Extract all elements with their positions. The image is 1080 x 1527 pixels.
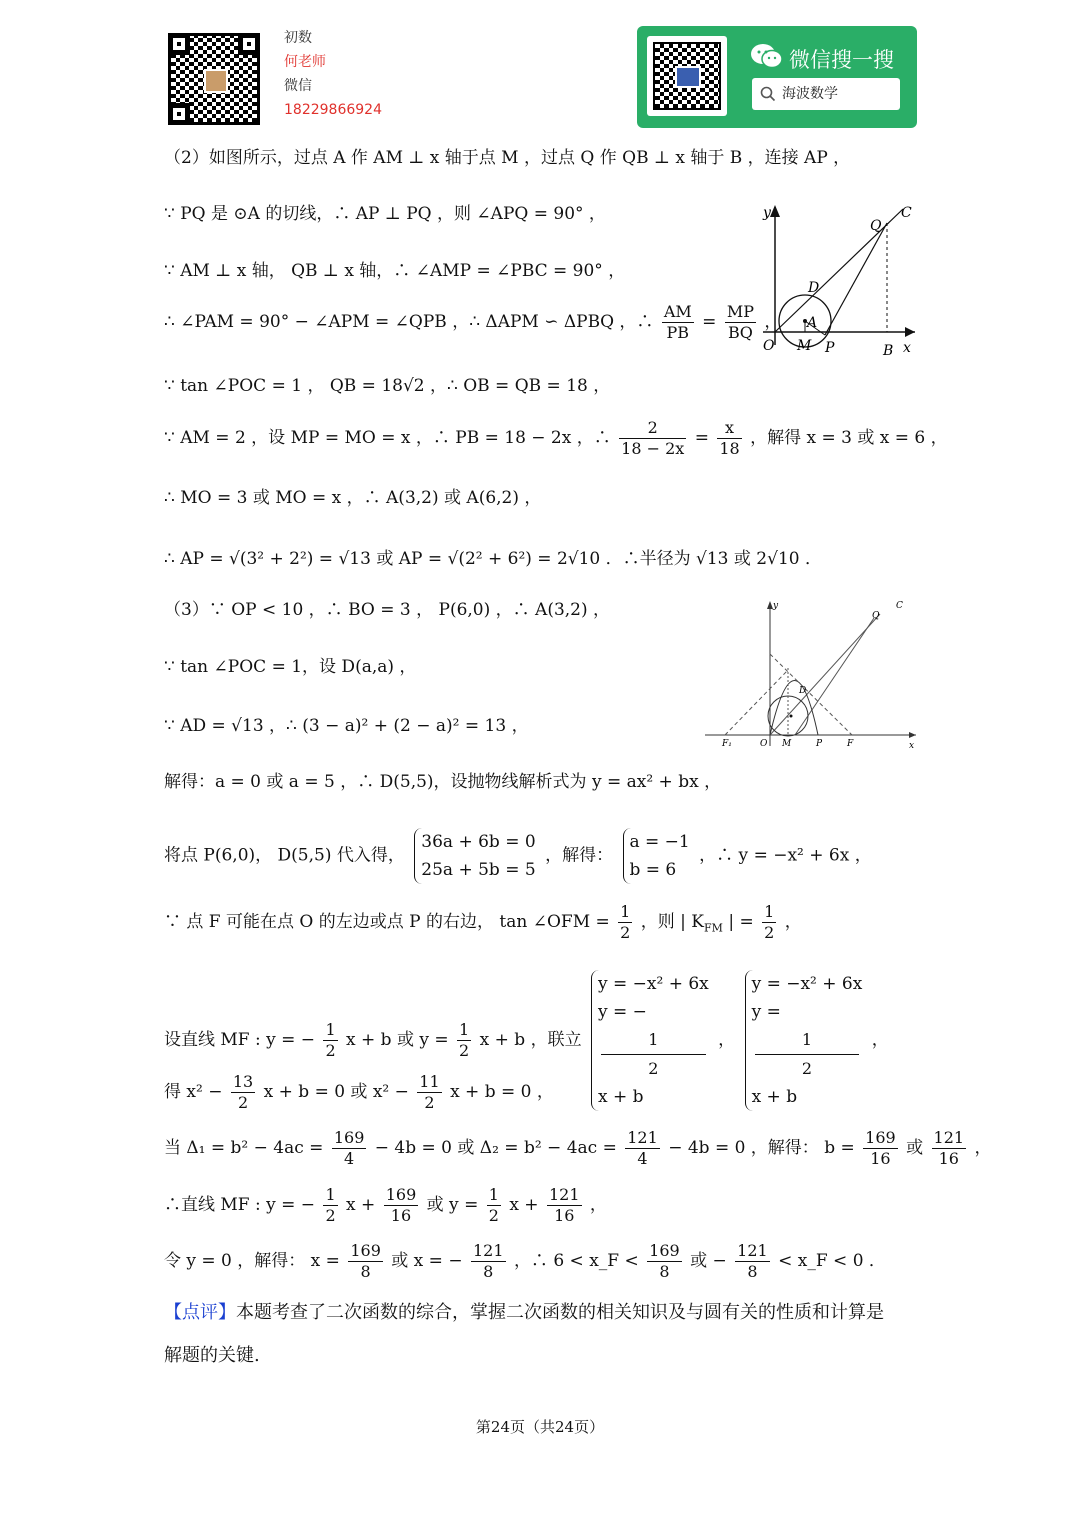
header-line-3: 微信 bbox=[284, 78, 312, 94]
fig1-label-x: x bbox=[903, 340, 911, 356]
p3-line-11: 令 y = 0 ，解得： x = $\frac{169}{8}$ 或 x = − $\frac{121}{8}$ ，∴ 6 < x_F < $\frac{169}{8}$ 或 − $\frac{121}{8}$ < x_F < 0 ． bbox=[164, 1241, 886, 1281]
figure-2 bbox=[700, 596, 922, 752]
teacher-name: 何老师 bbox=[284, 54, 326, 70]
frac-2-over: $\frac{2}{18 - 2x}$ bbox=[621, 418, 685, 458]
fig2-label-f: F bbox=[847, 739, 854, 749]
frac-7b: $\frac{1}{2}$ bbox=[459, 1020, 470, 1060]
fig2-label-d: D bbox=[799, 686, 807, 696]
search-icon bbox=[760, 86, 776, 102]
frac-9c: $\frac{169}{16}$ bbox=[865, 1128, 896, 1168]
p3-line-3: ∵ AD = √13 ，∴ (3 − a)² + (2 − a)² = 13 ， bbox=[164, 716, 529, 736]
p3-line-8: 得 x² − $\frac{13}{2}$ x + b = 0 或 x² − $\frac{11}{2}$ x + b = 0 ， bbox=[164, 1072, 554, 1112]
fig1-label-a: A bbox=[807, 315, 818, 331]
frac-10c: $\frac{1}{2}$ bbox=[488, 1185, 499, 1225]
header-line-1: 初数 bbox=[284, 30, 312, 46]
fig1-label-p: P bbox=[825, 340, 835, 356]
comment-text-1: 本题考查了二次函数的综合，掌握二次函数的相关知识及与圆有关的性质和计算是 bbox=[236, 1302, 884, 1323]
figure-1 bbox=[755, 195, 925, 365]
p3-line-2: ∵ tan ∠POC = 1，设 D(a,a) ， bbox=[164, 657, 417, 677]
p3-line-10: ∴直线 MF : y = − $\frac{1}{2}$ x + $\frac{169}{16}$ 或 y = $\frac{1}{2}$ x + $\frac{121}{16}$ ， bbox=[164, 1185, 607, 1225]
wechat-qr-code bbox=[647, 36, 727, 116]
p3-line-5: 将点 P(6,0)， D(5,5) 代入得， 36a + 6b = 0 25a + 5b = 5 ，解得： a = −1 b = 6 ，∴ y = −x² + 6x ， bbox=[164, 828, 872, 884]
fig1-label-c: C bbox=[901, 205, 912, 221]
p2-line-7: ∴ MO = 3 或 MO = x ，∴ A(3,2) 或 A(6,2) ， bbox=[164, 488, 542, 508]
p3-line-4: 解得：a = 0 或 a = 5 ，∴ D(5,5)，设抛物线解析式为 y = ax² + bx ， bbox=[164, 772, 722, 792]
frac-x-18: $\frac{x}{18}$ bbox=[719, 418, 740, 458]
frac-8b: $\frac{11}{2}$ bbox=[419, 1072, 440, 1112]
system-4: y = −x² + 6x y = 1 2 x + b bbox=[745, 970, 863, 1111]
frac-10d: $\frac{121}{16}$ bbox=[548, 1185, 580, 1225]
page-footer: 第24页（共24页） bbox=[475, 1418, 605, 1436]
frac-am-pb: $\frac{AM}{PB}$ bbox=[663, 302, 692, 342]
comment-line-1 bbox=[164, 1301, 884, 1325]
p2-line-3: ∵ AM ⊥ x 轴， QB ⊥ x 轴，∴ ∠AMP = ∠PBC = 90° ， bbox=[164, 261, 626, 281]
frac-11b: $\frac{121}{8}$ bbox=[472, 1241, 504, 1281]
system-1: 36a + 6b = 0 25a + 5b = 5 bbox=[414, 828, 535, 884]
fig2-label-q: Q bbox=[872, 611, 880, 621]
frac-mp-bq: $\frac{MP}{BQ}$ bbox=[726, 302, 754, 342]
p2-line-6: ∵ AM = 2 ，设 MP = MO = x ，∴ PB = 18 − 2x ，∴ $\frac{2}{18 - 2x}$ = $\frac{x}{18}$ ，解得 x = 3 或 x = 6 ， bbox=[164, 418, 948, 458]
fig1-label-b: B bbox=[883, 343, 894, 359]
p3-line-7: 设直线 MF : y = − $\frac{1}{2}$ x + b 或 y = $\frac{1}{2}$ x + b ，联立 y = −x² + 6x y = − 1 2 x + b ， y = −x² + 6x y = 1 2 x + b ， bbox=[164, 970, 889, 1111]
p2-line-2: ∵ PQ 是 ⊙A 的切线，∴ AP ⊥ PQ ，则 ∠APQ = 90° ， bbox=[164, 204, 606, 224]
p3-line-9: 当 Δ₁ = b² − 4ac = $\frac{169}{4}$ − 4b = 0 或 Δ₂ = b² − 4ac = $\frac{121}{4}$ − 4b = 0 ，解得： b = $\frac{169}{16}$ 或 $\frac{121}{16}$ ， bbox=[164, 1128, 992, 1168]
p2-line-5: ∵ tan ∠POC = 1 ， QB = 18√2 ，∴ OB = QB = 18 ， bbox=[164, 376, 611, 396]
frac-8a: $\frac{13}{2}$ bbox=[232, 1072, 254, 1112]
phone-number: 18229866924 bbox=[284, 102, 382, 118]
comment-tag: 【点评】 bbox=[164, 1302, 236, 1323]
frac-10a: $\frac{1}{2}$ bbox=[325, 1185, 336, 1225]
p3-line-1: （3）∵ OP < 10 ，∴ BO = 3 ， P(6,0) ，∴ A(3,2) ， bbox=[164, 600, 611, 620]
fig1-label-d: D bbox=[808, 280, 820, 296]
frac-9a: $\frac{169}{4}$ bbox=[333, 1128, 365, 1168]
fig1-label-q: Q bbox=[870, 218, 882, 234]
frac-9b: $\frac{121}{4}$ bbox=[627, 1128, 658, 1168]
system-2: a = −1 b = 6 bbox=[623, 828, 690, 884]
fig2-label-y: y bbox=[773, 601, 779, 611]
fig1-label-o: O bbox=[763, 338, 775, 354]
fig2-label-x: x bbox=[909, 741, 915, 751]
frac-9d: $\frac{121}{16}$ bbox=[933, 1128, 965, 1168]
wechat-search-title: 微信搜一搜 bbox=[789, 48, 894, 72]
frac-half-2: $\frac{1}{2}$ bbox=[764, 902, 775, 942]
wechat-search-text: 海波数学 bbox=[782, 86, 838, 102]
wechat-search-box[interactable] bbox=[752, 78, 900, 110]
fig2-label-o: O bbox=[760, 739, 768, 749]
p2-line-8: ∴ AP = √(3² + 2²) = √13 或 AP = √(2² + 6²) = 2√10 ．∴半径为 √13 或 2√10 ． bbox=[164, 549, 822, 569]
frac-11a: $\frac{169}{8}$ bbox=[350, 1241, 381, 1281]
frac-11d: $\frac{121}{8}$ bbox=[737, 1241, 768, 1281]
fig2-label-p: P bbox=[816, 739, 823, 749]
comment-line-2: 解题的关键. bbox=[164, 1345, 260, 1366]
header-contact bbox=[284, 26, 382, 122]
fig2-label-m: M bbox=[782, 739, 792, 749]
system-3: y = −x² + 6x y = − 1 2 x + b bbox=[591, 970, 709, 1111]
p2-line-4: ∴ ∠PAM = 90° − ∠APM = ∠QPB ，∴ ΔAPM ∽ ΔPBQ ，∴ $\frac{AM}{PB}$ = $\frac{MP}{BQ}$ ， bbox=[164, 302, 782, 342]
fig1-label-y: y bbox=[763, 205, 771, 221]
frac-7a: $\frac{1}{2}$ bbox=[325, 1020, 336, 1060]
qr-code-left bbox=[168, 33, 260, 125]
frac-11c: $\frac{169}{8}$ bbox=[649, 1241, 680, 1281]
p3-line-6: ∵ 点 F 可能在点 O 的左边或点 P 的右边， tan ∠OFM = $\frac{1}{2}$ ，则 | $K_{FM}$ | = $\frac{1}{2}$ ， bbox=[164, 902, 802, 942]
frac-10b: $\frac{169}{16}$ bbox=[385, 1185, 417, 1225]
fig2-label-c: C bbox=[896, 601, 903, 611]
wechat-search-banner[interactable] bbox=[637, 26, 917, 128]
wechat-logo-icon bbox=[750, 42, 784, 70]
fig2-label-f1: F₁ bbox=[722, 739, 732, 749]
p2-line-1: （2）如图所示，过点 A 作 AM ⊥ x 轴于点 M ，过点 Q 作 QB ⊥ x 轴于 B ，连接 AP ， bbox=[164, 148, 851, 168]
fig1-label-m: M bbox=[797, 338, 812, 354]
p2-l4-text: ∴ ∠PAM = 90° − ∠APM = ∠QPB ，∴ ΔAPM ∽ ΔPBQ ，∴ bbox=[164, 312, 654, 332]
frac-half-1: $\frac{1}{2}$ bbox=[620, 902, 631, 942]
